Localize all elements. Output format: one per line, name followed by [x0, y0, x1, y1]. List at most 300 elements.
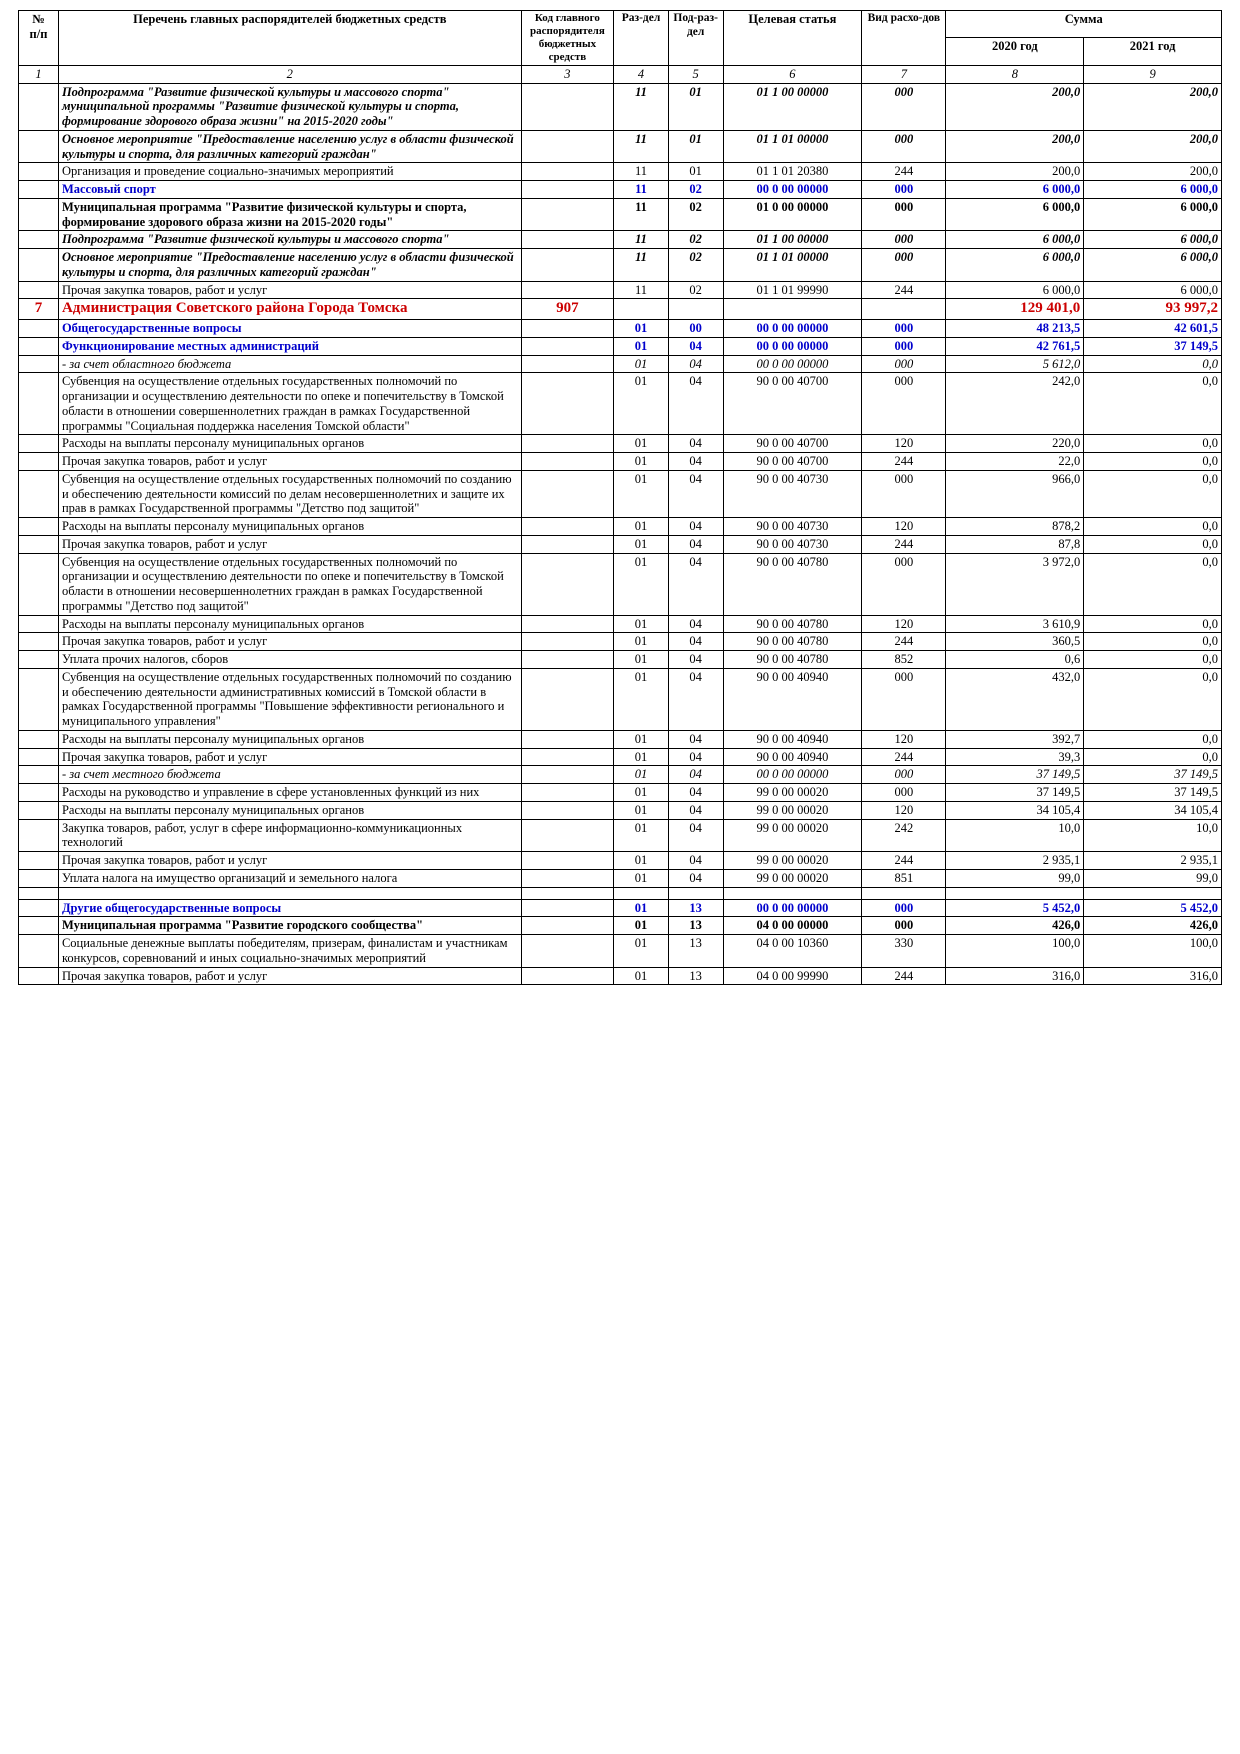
cell-subsection: 01: [668, 163, 723, 181]
cell-subsection: 02: [668, 181, 723, 199]
cell-sum-2020: 2 935,1: [946, 852, 1084, 870]
cell-row-number: [19, 730, 59, 748]
cell-sum-2021: 93 997,2: [1084, 299, 1222, 320]
spacer-cell: [19, 887, 59, 899]
cell-chief-administrator-code: [521, 801, 614, 819]
cell-chief-administrator-code: [521, 553, 614, 615]
cell-subsection: 04: [668, 337, 723, 355]
cell-target-article: 90 0 00 40730: [723, 470, 862, 517]
table-row: [19, 198, 1222, 231]
cell-sum-2020: 3 610,9: [946, 615, 1084, 633]
cell-chief-administrator-code: [521, 535, 614, 553]
cell-recipient-name: Прочая закупка товаров, работ и услуг: [58, 281, 521, 299]
cell-expense-type: 242: [862, 819, 946, 852]
cell-recipient-name: Прочая закупка товаров, работ и услуг: [58, 967, 521, 985]
header-column-numbers: [19, 65, 1222, 83]
cell-expense-type: 000: [862, 231, 946, 249]
cell-section: 11: [614, 249, 669, 282]
cell-target-article: 00 0 00 00000: [723, 181, 862, 199]
cell-sum-2020: 87,8: [946, 535, 1084, 553]
cell-sum-2021: 200,0: [1084, 83, 1222, 130]
cell-section: 11: [614, 163, 669, 181]
cell-chief-administrator-code: [521, 435, 614, 453]
header-sum: Сумма: [946, 11, 1222, 38]
header-podrazdel: Под-раз-дел: [668, 11, 723, 66]
cell-sum-2021: 200,0: [1084, 130, 1222, 163]
cell-sum-2021: 0,0: [1084, 535, 1222, 553]
cell-sum-2021: 6 000,0: [1084, 198, 1222, 231]
table-row: [19, 337, 1222, 355]
cell-section: 01: [614, 967, 669, 985]
cell-sum-2020: 878,2: [946, 518, 1084, 536]
spacer-cell: [614, 887, 669, 899]
table-row: [19, 852, 1222, 870]
cell-expense-type: 000: [862, 766, 946, 784]
cell-sum-2020: 966,0: [946, 470, 1084, 517]
colnum-4: 4: [614, 65, 669, 83]
spacer-cell: [521, 887, 614, 899]
cell-sum-2021: 0,0: [1084, 355, 1222, 373]
cell-expense-type: 000: [862, 553, 946, 615]
cell-sum-2020: 100,0: [946, 935, 1084, 968]
cell-subsection: 04: [668, 615, 723, 633]
table-row: [19, 967, 1222, 985]
cell-row-number: [19, 518, 59, 536]
header-kgrbs: Код главного распорядителя бюджетных средств: [521, 11, 614, 66]
cell-row-number: [19, 917, 59, 935]
cell-recipient-name: Прочая закупка товаров, работ и услуг: [58, 748, 521, 766]
cell-sum-2020: 0,6: [946, 651, 1084, 669]
cell-chief-administrator-code: [521, 231, 614, 249]
cell-recipient-name: Основное мероприятие "Предоставление населению услуг в области физической культуры и спорта, для различных категорий граждан": [58, 130, 521, 163]
cell-recipient-name: Расходы на выплаты персоналу муниципальных органов: [58, 435, 521, 453]
table-row: [19, 748, 1222, 766]
cell-sum-2020: 432,0: [946, 668, 1084, 730]
cell-expense-type: 000: [862, 337, 946, 355]
table-row: [19, 163, 1222, 181]
spacer-cell: [946, 887, 1084, 899]
cell-target-article: 90 0 00 40700: [723, 373, 862, 435]
table-row: [19, 470, 1222, 517]
cell-target-article: 01 1 01 99990: [723, 281, 862, 299]
cell-sum-2021: 0,0: [1084, 748, 1222, 766]
header-name: Перечень главных распорядителей бюджетных средств: [58, 11, 521, 66]
cell-chief-administrator-code: [521, 730, 614, 748]
cell-sum-2021: 6 000,0: [1084, 231, 1222, 249]
cell-subsection: 04: [668, 784, 723, 802]
cell-chief-administrator-code: [521, 198, 614, 231]
cell-subsection: 02: [668, 249, 723, 282]
cell-chief-administrator-code: [521, 651, 614, 669]
cell-recipient-name: Функционирование местных администраций: [58, 337, 521, 355]
cell-row-number: [19, 651, 59, 669]
cell-subsection: 13: [668, 899, 723, 917]
cell-row-number: [19, 130, 59, 163]
cell-sum-2021: 100,0: [1084, 935, 1222, 968]
cell-chief-administrator-code: [521, 852, 614, 870]
cell-expense-type: 000: [862, 470, 946, 517]
cell-chief-administrator-code: [521, 615, 614, 633]
cell-expense-type: 000: [862, 784, 946, 802]
cell-row-number: [19, 198, 59, 231]
cell-recipient-name: Прочая закупка товаров, работ и услуг: [58, 453, 521, 471]
cell-row-number: [19, 337, 59, 355]
cell-row-number: [19, 819, 59, 852]
budget-table: [18, 10, 1222, 985]
cell-subsection: 04: [668, 801, 723, 819]
cell-expense-type: 000: [862, 917, 946, 935]
cell-subsection: 04: [668, 869, 723, 887]
table-row: [19, 299, 1222, 320]
cell-row-number: [19, 231, 59, 249]
cell-target-article: 01 1 01 00000: [723, 249, 862, 282]
table-row: [19, 249, 1222, 282]
table-row: [19, 130, 1222, 163]
cell-sum-2020: 360,5: [946, 633, 1084, 651]
cell-chief-administrator-code: [521, 249, 614, 282]
cell-section: 01: [614, 651, 669, 669]
cell-target-article: 01 1 00 00000: [723, 83, 862, 130]
cell-subsection: 04: [668, 453, 723, 471]
cell-row-number: [19, 181, 59, 199]
cell-expense-type: 000: [862, 373, 946, 435]
colnum-6: 6: [723, 65, 862, 83]
cell-recipient-name: Прочая закупка товаров, работ и услуг: [58, 633, 521, 651]
cell-sum-2020: 129 401,0: [946, 299, 1084, 320]
cell-chief-administrator-code: [521, 130, 614, 163]
cell-sum-2020: 5 612,0: [946, 355, 1084, 373]
cell-recipient-name: - за счет местного бюджета: [58, 766, 521, 784]
cell-recipient-name: Расходы на выплаты персоналу муниципальных органов: [58, 730, 521, 748]
cell-row-number: 7: [19, 299, 59, 320]
table-row: [19, 801, 1222, 819]
cell-recipient-name: Субвенция на осуществление отдельных государственных полномочий по организации и осуществлению деятельности по опеке и попечительству в Томской области в отношении несовершеннолетних граждан в рамках Государственной программы "Детство под защитой": [58, 553, 521, 615]
cell-section: 01: [614, 518, 669, 536]
cell-sum-2021: 37 149,5: [1084, 784, 1222, 802]
cell-row-number: [19, 470, 59, 517]
cell-row-number: [19, 83, 59, 130]
table-row: [19, 935, 1222, 968]
cell-expense-type: 000: [862, 668, 946, 730]
cell-sum-2020: 6 000,0: [946, 198, 1084, 231]
colnum-5: 5: [668, 65, 723, 83]
cell-sum-2021: 0,0: [1084, 553, 1222, 615]
cell-expense-type: 000: [862, 198, 946, 231]
cell-section: 01: [614, 337, 669, 355]
cell-sum-2020: 200,0: [946, 83, 1084, 130]
cell-target-article: 90 0 00 40780: [723, 651, 862, 669]
cell-recipient-name: Муниципальная программа "Развитие городского сообщества": [58, 917, 521, 935]
cell-target-article: 99 0 00 00020: [723, 869, 862, 887]
cell-row-number: [19, 668, 59, 730]
cell-sum-2021: 5 452,0: [1084, 899, 1222, 917]
cell-target-article: 90 0 00 40730: [723, 535, 862, 553]
cell-subsection: 04: [668, 470, 723, 517]
cell-target-article: 00 0 00 00000: [723, 899, 862, 917]
cell-row-number: [19, 852, 59, 870]
table-row: [19, 553, 1222, 615]
cell-subsection: 04: [668, 535, 723, 553]
cell-target-article: 90 0 00 40940: [723, 748, 862, 766]
cell-chief-administrator-code: [521, 518, 614, 536]
cell-target-article: 99 0 00 00020: [723, 852, 862, 870]
header-year-2021: 2021 год: [1084, 38, 1222, 65]
cell-section: 01: [614, 917, 669, 935]
table-row: [19, 784, 1222, 802]
cell-chief-administrator-code: [521, 83, 614, 130]
cell-chief-administrator-code: [521, 967, 614, 985]
cell-expense-type: 120: [862, 435, 946, 453]
cell-target-article: 90 0 00 40730: [723, 518, 862, 536]
cell-target-article: 01 0 00 00000: [723, 198, 862, 231]
cell-sum-2020: 48 213,5: [946, 320, 1084, 338]
spacer-cell: [58, 887, 521, 899]
colnum-9: 9: [1084, 65, 1222, 83]
cell-sum-2020: 22,0: [946, 453, 1084, 471]
colnum-1: 1: [19, 65, 59, 83]
cell-chief-administrator-code: [521, 869, 614, 887]
cell-subsection: 13: [668, 917, 723, 935]
cell-section: 11: [614, 181, 669, 199]
cell-expense-type: 000: [862, 130, 946, 163]
cell-recipient-name: - за счет областного бюджета: [58, 355, 521, 373]
cell-row-number: [19, 748, 59, 766]
cell-sum-2021: 42 601,5: [1084, 320, 1222, 338]
table-row: [19, 668, 1222, 730]
table-row: [19, 633, 1222, 651]
cell-row-number: [19, 320, 59, 338]
cell-chief-administrator-code: [521, 819, 614, 852]
cell-sum-2021: 0,0: [1084, 730, 1222, 748]
cell-chief-administrator-code: [521, 163, 614, 181]
cell-chief-administrator-code: [521, 281, 614, 299]
cell-target-article: 90 0 00 40780: [723, 633, 862, 651]
header-razdel: Раз-дел: [614, 11, 669, 66]
spacer-cell: [668, 887, 723, 899]
cell-sum-2020: 6 000,0: [946, 281, 1084, 299]
cell-section: 01: [614, 470, 669, 517]
table-header: [19, 11, 1222, 84]
cell-row-number: [19, 899, 59, 917]
cell-section: 01: [614, 730, 669, 748]
cell-chief-administrator-code: [521, 470, 614, 517]
cell-sum-2021: 10,0: [1084, 819, 1222, 852]
cell-sum-2020: 6 000,0: [946, 231, 1084, 249]
cell-sum-2020: 316,0: [946, 967, 1084, 985]
table-row: [19, 181, 1222, 199]
cell-recipient-name: Организация и проведение социально-значимых мероприятий: [58, 163, 521, 181]
cell-expense-type: 000: [862, 320, 946, 338]
table-row: [19, 766, 1222, 784]
cell-section: 01: [614, 668, 669, 730]
table-row: [19, 917, 1222, 935]
cell-sum-2020: 200,0: [946, 130, 1084, 163]
cell-subsection: 04: [668, 633, 723, 651]
table-row: [19, 83, 1222, 130]
cell-section: 01: [614, 320, 669, 338]
cell-subsection: 04: [668, 819, 723, 852]
header-target-article: Целевая статья: [723, 11, 862, 66]
cell-chief-administrator-code: [521, 453, 614, 471]
cell-target-article: 90 0 00 40780: [723, 553, 862, 615]
spacer-cell: [862, 887, 946, 899]
cell-chief-administrator-code: [521, 181, 614, 199]
cell-recipient-name: Подпрограмма "Развитие физической культуры и массового спорта": [58, 231, 521, 249]
cell-subsection: 04: [668, 766, 723, 784]
cell-subsection: 04: [668, 748, 723, 766]
cell-section: 01: [614, 355, 669, 373]
cell-subsection: 04: [668, 553, 723, 615]
cell-row-number: [19, 784, 59, 802]
header-expense-type: Вид расхо-дов: [862, 11, 946, 66]
cell-chief-administrator-code: [521, 320, 614, 338]
cell-section: 01: [614, 535, 669, 553]
cell-section: 01: [614, 435, 669, 453]
cell-sum-2021: 0,0: [1084, 615, 1222, 633]
cell-sum-2020: 6 000,0: [946, 249, 1084, 282]
cell-section: [614, 299, 669, 320]
cell-row-number: [19, 801, 59, 819]
cell-expense-type: 120: [862, 730, 946, 748]
colnum-3: 3: [521, 65, 614, 83]
header-np-line1: №: [32, 12, 45, 26]
cell-expense-type: 330: [862, 935, 946, 968]
cell-recipient-name: Расходы на руководство и управление в сфере установленных функций из них: [58, 784, 521, 802]
cell-sum-2020: 220,0: [946, 435, 1084, 453]
cell-sum-2020: 42 761,5: [946, 337, 1084, 355]
cell-recipient-name: Массовый спорт: [58, 181, 521, 199]
cell-row-number: [19, 553, 59, 615]
cell-subsection: 13: [668, 935, 723, 968]
cell-row-number: [19, 615, 59, 633]
cell-target-article: 01 1 00 00000: [723, 231, 862, 249]
cell-recipient-name: Муниципальная программа "Развитие физической культуры и спорта, формирование здорового образа жизни на 2015-2020 годы": [58, 198, 521, 231]
table-row: [19, 453, 1222, 471]
cell-subsection: 04: [668, 668, 723, 730]
cell-expense-type: 000: [862, 355, 946, 373]
cell-subsection: 04: [668, 518, 723, 536]
cell-recipient-name: Уплата прочих налогов, сборов: [58, 651, 521, 669]
cell-sum-2021: 0,0: [1084, 470, 1222, 517]
cell-target-article: 99 0 00 00020: [723, 784, 862, 802]
table-row: [19, 281, 1222, 299]
table-row: [19, 355, 1222, 373]
cell-section: 01: [614, 373, 669, 435]
cell-sum-2021: 34 105,4: [1084, 801, 1222, 819]
cell-expense-type: 244: [862, 535, 946, 553]
cell-target-article: 99 0 00 00020: [723, 819, 862, 852]
table-row: [19, 899, 1222, 917]
cell-sum-2021: 0,0: [1084, 373, 1222, 435]
spacer-cell: [723, 887, 862, 899]
cell-expense-type: 000: [862, 899, 946, 917]
spacer-cell: [1084, 887, 1222, 899]
cell-row-number: [19, 869, 59, 887]
cell-target-article: [723, 299, 862, 320]
cell-recipient-name: Социальные денежные выплаты победителям, призерам, финалистам и участникам конкурсов, соревнований и иных социально-значимых мероприятий: [58, 935, 521, 968]
cell-sum-2020: 39,3: [946, 748, 1084, 766]
cell-recipient-name: Закупка товаров, работ, услуг в сфере информационно-коммуникационных технологий: [58, 819, 521, 852]
cell-subsection: 00: [668, 320, 723, 338]
cell-sum-2021: 316,0: [1084, 967, 1222, 985]
cell-sum-2021: 0,0: [1084, 651, 1222, 669]
cell-recipient-name: Уплата налога на имущество организаций и земельного налога: [58, 869, 521, 887]
cell-sum-2021: 2 935,1: [1084, 852, 1222, 870]
cell-chief-administrator-code: [521, 899, 614, 917]
cell-subsection: 04: [668, 435, 723, 453]
cell-subsection: 04: [668, 355, 723, 373]
cell-recipient-name: Расходы на выплаты персоналу муниципальных органов: [58, 801, 521, 819]
cell-sum-2020: 34 105,4: [946, 801, 1084, 819]
cell-subsection: 02: [668, 198, 723, 231]
cell-sum-2020: 99,0: [946, 869, 1084, 887]
cell-target-article: 90 0 00 40780: [723, 615, 862, 633]
cell-row-number: [19, 935, 59, 968]
cell-chief-administrator-code: [521, 633, 614, 651]
cell-target-article: 01 1 01 20380: [723, 163, 862, 181]
cell-sum-2020: 6 000,0: [946, 181, 1084, 199]
cell-sum-2021: 37 149,5: [1084, 337, 1222, 355]
cell-section: 11: [614, 198, 669, 231]
table-row: [19, 730, 1222, 748]
cell-sum-2021: 6 000,0: [1084, 249, 1222, 282]
cell-recipient-name: Субвенция на осуществление отдельных государственных полномочий по организации и осуществлению деятельности по опеке и попечительству в Томской области в отношении совершеннолетних граждан в рамках Государственной программы "Социальная поддержка населения Томской области": [58, 373, 521, 435]
cell-sum-2021: 426,0: [1084, 917, 1222, 935]
cell-sum-2021: 99,0: [1084, 869, 1222, 887]
cell-expense-type: 244: [862, 453, 946, 471]
cell-sum-2020: 426,0: [946, 917, 1084, 935]
cell-sum-2020: 392,7: [946, 730, 1084, 748]
table-row: [19, 819, 1222, 852]
cell-section: 11: [614, 83, 669, 130]
cell-chief-administrator-code: [521, 917, 614, 935]
cell-row-number: [19, 373, 59, 435]
cell-sum-2021: 6 000,0: [1084, 181, 1222, 199]
cell-sum-2021: 0,0: [1084, 453, 1222, 471]
table-row: [19, 435, 1222, 453]
table-body: [19, 83, 1222, 985]
cell-recipient-name: Прочая закупка товаров, работ и услуг: [58, 852, 521, 870]
cell-recipient-name: Подпрограмма "Развитие физической культуры и массового спорта" муниципальной программы "Развитие физической культуры и спорта, формирование здорового образа жизни" на 2015-2020 годы": [58, 83, 521, 130]
cell-sum-2021: 6 000,0: [1084, 281, 1222, 299]
cell-subsection: 04: [668, 373, 723, 435]
cell-row-number: [19, 535, 59, 553]
cell-chief-administrator-code: 907: [521, 299, 614, 320]
table-row: [19, 231, 1222, 249]
cell-target-article: 04 0 00 99990: [723, 967, 862, 985]
cell-target-article: 90 0 00 40940: [723, 730, 862, 748]
cell-subsection: [668, 299, 723, 320]
table-row: [19, 373, 1222, 435]
cell-section: 01: [614, 453, 669, 471]
cell-row-number: [19, 355, 59, 373]
colnum-7: 7: [862, 65, 946, 83]
colnum-8: 8: [946, 65, 1084, 83]
table-row: [19, 651, 1222, 669]
cell-subsection: 13: [668, 967, 723, 985]
cell-section: 01: [614, 766, 669, 784]
cell-row-number: [19, 766, 59, 784]
cell-recipient-name: Прочая закупка товаров, работ и услуг: [58, 535, 521, 553]
cell-target-article: 90 0 00 40700: [723, 453, 862, 471]
cell-expense-type: [862, 299, 946, 320]
cell-recipient-name: Общегосударственные вопросы: [58, 320, 521, 338]
cell-recipient-name: Субвенция на осуществление отдельных государственных полномочий по созданию и обеспечению деятельности административных комиссий в Томской области в рамках Государственной программы "Повышение эффективности регионального и муниципального управления": [58, 668, 521, 730]
cell-sum-2021: 0,0: [1084, 435, 1222, 453]
cell-sum-2020: 5 452,0: [946, 899, 1084, 917]
cell-target-article: 99 0 00 00020: [723, 801, 862, 819]
cell-row-number: [19, 967, 59, 985]
